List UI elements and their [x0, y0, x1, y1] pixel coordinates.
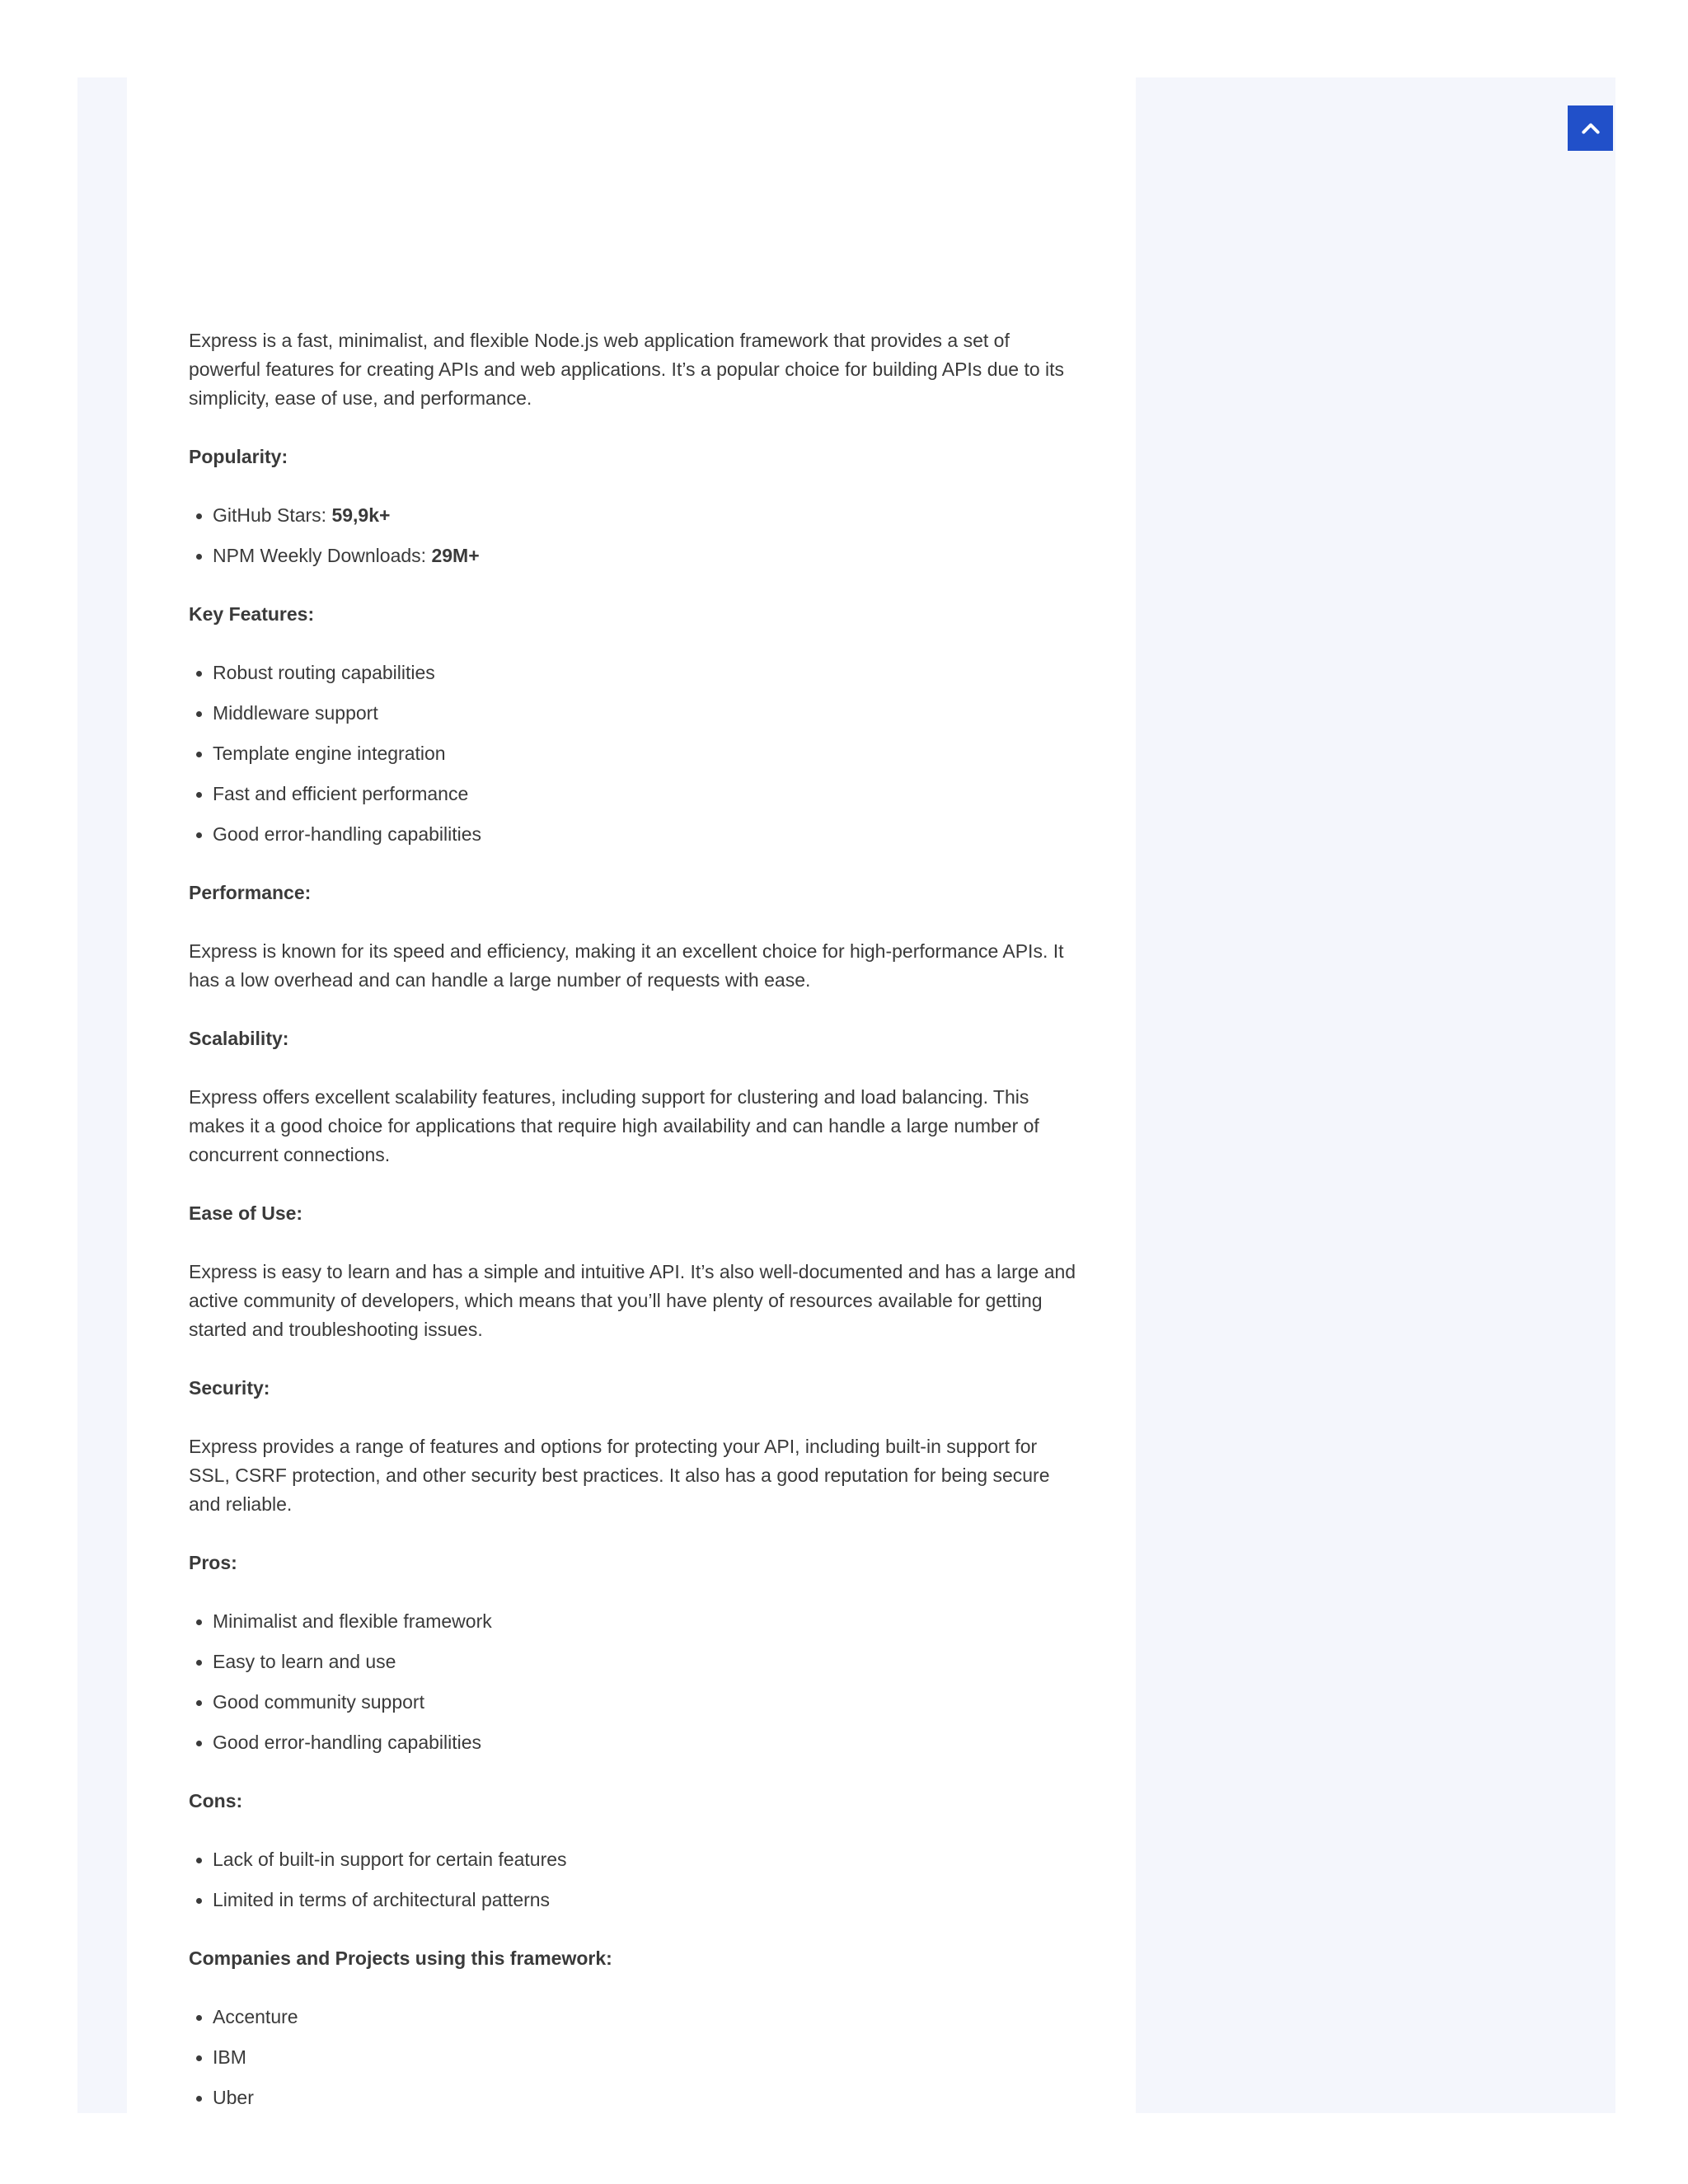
list-item: Minimalist and flexible framework: [213, 1607, 1082, 1636]
performance-paragraph: Express is known for its speed and efficiency, making it an excellent choice for high-performance APIs. It has a low overhead and can handle a large number of requests with ease.: [189, 940, 1064, 991]
popularity-heading: Popularity:: [189, 446, 288, 467]
cons-heading: Cons:: [189, 1790, 243, 1811]
github-stars-value: 59,9k+: [331, 504, 391, 526]
list-item: Middleware support: [213, 699, 1082, 728]
list-item: IBM: [213, 2043, 1082, 2072]
list-item: Accenture: [213, 2003, 1082, 2032]
list-item: Limited in terms of architectural patterns: [213, 1886, 1082, 1915]
popularity-list: [189, 501, 1082, 570]
list-item: Good error-handling capabilities: [213, 1728, 1082, 1757]
ease-of-use-paragraph: Express is easy to learn and has a simple and intuitive API. It’s also well-documented and has a large and active community of developers, which means that you’ll have plenty of resources available for getting started and troubleshooting issues.: [189, 1261, 1076, 1340]
security-heading: Security:: [189, 1377, 270, 1399]
chevron-up-icon: [1580, 118, 1601, 139]
article-content: [189, 326, 1082, 2142]
list-item: Lack of built-in support for certain features: [213, 1845, 1082, 1874]
list-item-github-stars: [213, 501, 1082, 530]
npm-downloads-value: 29M+: [431, 545, 480, 566]
github-stars-label: GitHub Stars:: [213, 504, 332, 526]
scalability-heading: Scalability:: [189, 1028, 289, 1049]
ease-of-use-heading: Ease of Use:: [189, 1202, 303, 1224]
list-item: Uber: [213, 2083, 1082, 2112]
intro-paragraph: Express is a fast, minimalist, and flexible Node.js web application framework that provides a set of powerful features for creating APIs and web applications. It’s a popular choice for building APIs due to its simplicity, ease of use, and performance.: [189, 330, 1065, 409]
security-paragraph: Express provides a range of features and options for protecting your API, including built-in support for SSL, CSRF protection, and other security best practices. It also has a good reputation for being secure and reliable.: [189, 1436, 1050, 1515]
scalability-paragraph: Express offers excellent scalability features, including support for clustering and load balancing. This makes it a good choice for applications that require high availability and can handle a large number of concurrent connections.: [189, 1086, 1039, 1165]
npm-downloads-label: NPM Weekly Downloads:: [213, 545, 432, 566]
companies-heading: Companies and Projects using this framework:: [189, 1947, 612, 1969]
list-item: Good error-handling capabilities: [213, 820, 1082, 849]
list-item: Robust routing capabilities: [213, 658, 1082, 687]
list-item-npm-downloads: [213, 541, 1082, 570]
companies-list: [189, 2003, 1082, 2112]
list-item: Good community support: [213, 1688, 1082, 1717]
list-item: Template engine integration: [213, 739, 1082, 768]
performance-heading: Performance:: [189, 882, 312, 903]
pros-list: [189, 1607, 1082, 1757]
scroll-to-top-button[interactable]: [1568, 105, 1613, 151]
key-features-heading: Key Features:: [189, 603, 315, 625]
sidebar: [1136, 77, 1615, 2113]
key-features-list: [189, 658, 1082, 849]
list-item: Easy to learn and use: [213, 1647, 1082, 1676]
list-item: Fast and efficient performance: [213, 780, 1082, 808]
article-column: [127, 77, 1136, 2113]
cons-list: [189, 1845, 1082, 1915]
pros-heading: Pros:: [189, 1552, 237, 1573]
